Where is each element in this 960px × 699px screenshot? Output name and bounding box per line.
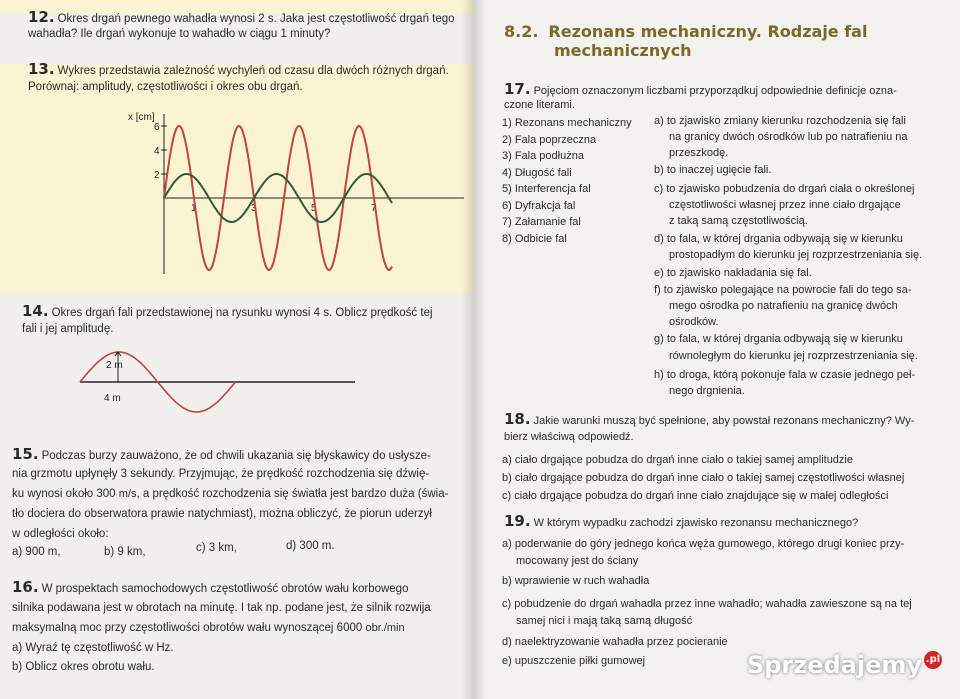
oscillation-graph xyxy=(0,100,474,300)
definition-item: na granicy dwóch ośrodków lub po natrafieniu na xyxy=(669,131,908,143)
definition-item: e) to zjawisko nakładania się fal. xyxy=(654,267,812,279)
right-page xyxy=(474,0,960,699)
definition-item: a) to zjawisko zmiany kierunku rozchodzenia się fali xyxy=(654,115,906,127)
wavelength-label: 4 m xyxy=(104,393,121,404)
definition-item: b) to inaczej ugięcie fali. xyxy=(654,164,772,176)
x-tick-label: 1 xyxy=(191,203,197,214)
definition-item: równoległym do kierunku jej rozprzestrzeniania się. xyxy=(669,350,918,362)
question-13-line2: Porównaj: amplitudy, częstotliwości i okres obu drgań. xyxy=(28,81,303,93)
y-tick-label: 2 xyxy=(154,170,160,181)
speed-unit: m/s xyxy=(118,488,137,500)
question-12-line1: 12. Okres drgań pewnego wahadła wynosi 2 s. Jaka jest częstotliwość drgań tego xyxy=(28,8,455,26)
question-15-option-d: d) 300 m. xyxy=(286,540,335,552)
question-16-line3: maksymalną moc przy częstotliwości obrotów wału wynoszącej 6000 obr./min xyxy=(12,622,405,634)
question-16-part-b: b) Oblicz okres obrotu wału. xyxy=(12,661,155,673)
question-15-option-c: c) 3 km, xyxy=(196,542,237,554)
question-14-line1: 14. Okres drgań fali przedstawionej na rysunku wynosi 4 s. Oblicz prędkość tej xyxy=(22,302,433,320)
question-19-option-a: a) poderwanie do góry jednego końca węża gumowego, którego drugi koniec przy- xyxy=(502,538,905,550)
section-title: 8.2. Rezonans mechaniczny. Rodzaje fal mechanicznych xyxy=(504,22,868,60)
question-16-part-a: a) Wyraź tę częstotliwość w Hz. xyxy=(12,642,174,654)
y-tick-label: 4 xyxy=(154,146,160,157)
term-item: 7) Załamanie fal xyxy=(502,216,581,228)
question-12-line2: wahadła? Ile drgań wykonuje to wahadło w ciągu 1 minuty? xyxy=(28,28,331,40)
question-14-line2: fali i jej amplitudę. xyxy=(22,323,114,335)
x-tick-label: 3 xyxy=(251,203,257,214)
question-18-option-c: c) ciało drgające pobudza do drgań inne ciało znajdujące się w małej odległości xyxy=(502,490,889,502)
question-17-line1: 17. Pojęciom oznaczonym liczbami przyporządkuj odpowiednie definicje ozna- xyxy=(504,80,897,98)
definition-item: prostopadłym do kierunku jej rozprzestrzeniania się. xyxy=(669,249,923,261)
wave-diagram xyxy=(0,340,474,420)
question-18-line1: 18. Jakie warunki muszą być spełnione, aby powstał rezonans mechaniczny? Wy- xyxy=(504,410,915,428)
y-axis-label: x [cm] xyxy=(128,112,155,123)
left-page xyxy=(0,0,474,699)
question-18-option-b: b) ciało drgające pobudza do drgań inne ciało o takiej samej częstotliwości własnej xyxy=(502,472,905,484)
term-item: 4) Długość fali xyxy=(502,166,572,179)
definition-item: z taką samą częstotliwością. xyxy=(669,215,808,227)
question-15-option-b: b) 9 km, xyxy=(104,546,146,558)
term-item: 6) Dyfrakcja fal xyxy=(502,199,576,212)
rpm-unit: obr./min xyxy=(365,622,405,634)
question-19-option-a-cont: mocowany jest do ściany xyxy=(516,555,639,567)
question-18-line2: bierz właściwą odpowiedź. xyxy=(504,431,634,443)
definition-item: przeszkodę. xyxy=(669,147,729,159)
x-tick-label: 7 xyxy=(371,203,377,214)
question-15-line4: tło dociera do obserwatora prawie natychmiast), można obliczyć, że piorun uderzył xyxy=(12,508,432,520)
question-19-option-b: b) wprawienie w ruch wahadła xyxy=(502,575,650,587)
question-13-line1: 13. Wykres przedstawia zależność wychyleń od czasu dla dwóch różnych drgań. xyxy=(28,60,449,78)
question-15-line2: nia grzmotu upłynęły 3 sekundy. Przyjmując, że prędkość rozchodzenia się dźwię- xyxy=(12,468,430,480)
term-item: 8) Odbicie fal xyxy=(502,232,567,245)
question-17-line2: czone literami. xyxy=(504,99,575,111)
question-15-line1: 15. Podczas burzy zauważono, że od chwili ukazania się błyskawicy do usłysze- xyxy=(12,445,431,463)
question-16-line1: 16. W prospektach samochodowych częstotliwość obrotów wału korbowego xyxy=(12,578,409,596)
definition-item: ośrodków. xyxy=(669,316,719,328)
question-19-option-c-cont: samej nici i mają taką samą długość xyxy=(516,615,693,627)
definition-item: mego ośrodka po natrafieniu na granicę dwóch xyxy=(669,300,898,312)
definition-item: f) to zjawisko polegające na powrocie fali do tego sa- xyxy=(654,284,912,296)
definition-item: c) to zjawisko pobudzenia do drgań ciała o określonej xyxy=(654,183,915,195)
question-15-line5: w odległości około: xyxy=(12,528,109,540)
question-18-option-a: a) ciało drgające pobudza do drgań inne ciało o takiej samej amplitudzie xyxy=(502,454,853,466)
question-16-line2: silnika podawana jest w obrotach na minutę. I tak np. podane jest, że silnik rozwija xyxy=(12,602,431,614)
question-19-option-d: d) naelektryzowanie wahadła przez pocieranie xyxy=(502,636,728,648)
question-15-option-a: a) 900 m, xyxy=(12,546,61,558)
definition-item: częstotliwości własnej przez inne ciało drgające xyxy=(669,199,901,211)
definition-item: d) to fala, w której drgania odbywają się w kierunku xyxy=(654,233,903,245)
watermark-logo: Sprzedajemy .pl xyxy=(746,651,941,679)
question-19-option-c: c) pobudzenie do drgań wahadła przez inne wahadło; wahadła zawieszone są na tej xyxy=(502,598,912,610)
question-19-line1: 19. W którym wypadku zachodzi zjawisko rezonansu mechanicznego? xyxy=(504,512,859,530)
term-item: 3) Fala podłużna xyxy=(502,150,584,162)
definition-item: nego drgnienia. xyxy=(669,385,745,397)
y-tick-label: 6 xyxy=(154,122,160,133)
amplitude-label: 2 m xyxy=(106,360,123,371)
definition-item: g) to fala, w której drgania odbywają się w kierunku xyxy=(654,333,903,345)
term-item: 5) Interferencja fal xyxy=(502,183,591,195)
term-item: 1) Rezonans mechaniczny xyxy=(502,117,632,129)
x-tick-label: 5 xyxy=(311,203,317,214)
term-item: 2) Fala poprzeczna xyxy=(502,133,597,146)
definition-item: h) to droga, którą pokonuje fala w czasie jednego peł- xyxy=(654,369,916,381)
question-15-line3: ku wynosi około 300 m/s, a prędkość rozchodzenia się światła jest bardzo duża (świa- xyxy=(12,488,449,500)
book-gutter xyxy=(462,0,486,699)
question-19-option-e: e) upuszczenie piłki gumowej xyxy=(502,655,646,667)
